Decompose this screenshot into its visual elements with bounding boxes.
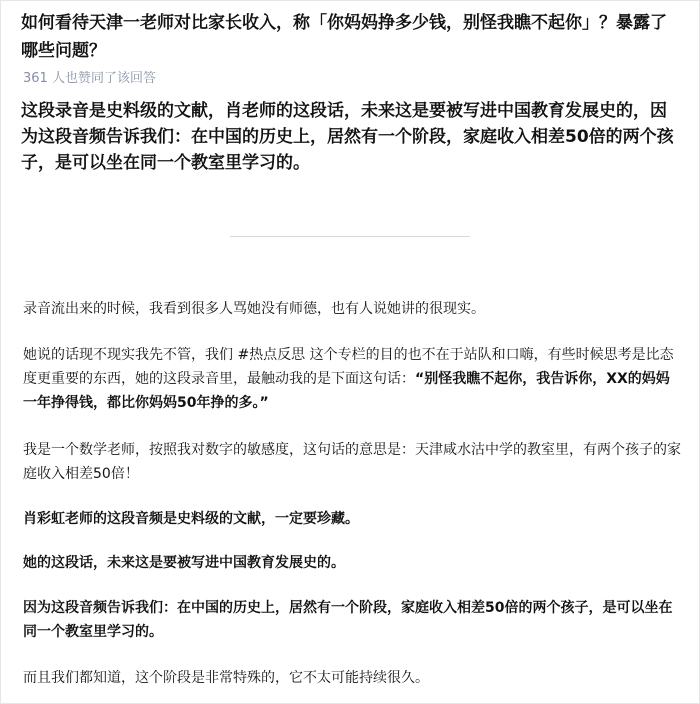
section-divider	[230, 236, 470, 237]
answer-paragraph-bold: 因为这段音频告诉我们：在中国的历史上，居然有一个阶段，家庭收入相差50倍的两个孩子，是可以坐在同一个教室里学习的。	[23, 600, 673, 640]
answer-paragraph-bold: 肖彩虹老师的这段音频是史料级的文献，一定要珍藏。	[23, 511, 359, 527]
answer-paragraph: 录音流出来的时候，我看到很多人骂她没有师德，也有人说她讲的很现实。	[23, 301, 485, 317]
answer-paragraph	[23, 343, 683, 415]
paragraph-text: 她说的话现不现实我先不管，我们 #热点反思 这个专栏的目的也不在于站队和口嗨，有些时候思考是比态度更重要的东西，她的这段录音里，最触动我的是下面这句话：	[23, 347, 674, 387]
answer-paragraph-bold: 她的这段话，未来这是要被写进中国教育发展史的。	[23, 555, 345, 571]
answer-paragraph: 我是一个数学老师，按照我对数字的敏感度，这句话的意思是：天津咸水沽中学的教室里，有两个孩子的家庭收入相差50倍！	[23, 442, 681, 482]
question-title[interactable]: 如何看待天津一老师对比家长收入，称「你妈妈挣多少钱，别怪我瞧不起你」？暴露了哪些问题？	[21, 13, 667, 61]
quote-bold-text: “别怪我瞧不起你，我告诉你，XX的妈妈一年挣得钱，都比你妈妈50年挣的多。”	[23, 371, 670, 411]
answer-paragraph: 而且我们都知道，这个阶段是非常特殊的，它不太可能持续很久。	[23, 670, 429, 686]
vote-count-text: 361 人也赞同了该回答	[23, 71, 156, 86]
answer-lead: 这段录音是史料级的文献，肖老师的这段话，未来这是要被写进中国教育发展史的，因为这段音频告诉我们：在中国的历史上，居然有一个阶段，家庭收入相差50倍的两个孩子，是可以坐在同一个教室里学习的。	[21, 101, 674, 173]
